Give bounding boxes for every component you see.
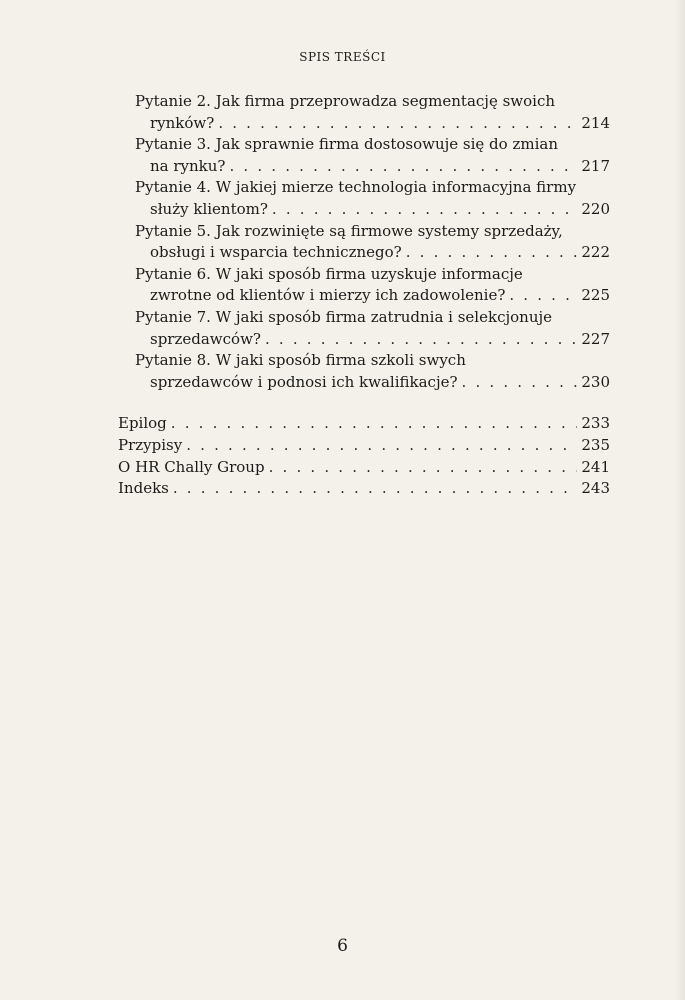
running-head: SPIS TREŚCI — [299, 50, 386, 64]
page-edge-shadow — [675, 0, 685, 1000]
toc-entry-continuation — [118, 199, 610, 221]
toc-page-number: 233 — [581, 414, 610, 433]
toc-entry-title: Przypisy — [118, 435, 183, 454]
toc-page-number: 214 — [581, 113, 610, 132]
toc-entry-row — [118, 413, 610, 435]
dot-leader — [462, 372, 578, 394]
toc-entry-row — [118, 478, 610, 500]
toc-entry-title-continued: obsługi i wsparcia technicznego? — [150, 243, 402, 262]
toc-entry-title-continued: sprzedawców? — [150, 329, 261, 348]
toc-entry-continuation — [118, 372, 610, 394]
toc-entry-hr-chally-group — [118, 457, 610, 479]
toc-page-number: 222 — [581, 243, 610, 262]
toc-entry-question-7 — [118, 307, 610, 350]
dot-leader — [406, 242, 578, 264]
toc-entry-question-4 — [118, 177, 610, 220]
toc-entry-title-continued: sprzedawców i podnosi ich kwalifikacje? — [150, 372, 458, 391]
dot-leader — [229, 156, 577, 178]
section-gap — [118, 393, 610, 413]
toc-page-number: 235 — [581, 435, 610, 454]
toc-entry-epilog — [118, 413, 610, 435]
toc-entry-continuation — [118, 113, 610, 135]
page-number: 6 — [337, 936, 348, 956]
toc-page-number: 225 — [581, 286, 610, 305]
toc-entry-title-continued: zwrotne od klientów i mierzy ich zadowolenie? — [150, 286, 506, 305]
dot-leader — [173, 478, 578, 500]
toc-entry-question-6 — [118, 264, 610, 307]
toc-page-number: 243 — [581, 479, 610, 498]
toc-entry-title: Epilog — [118, 414, 167, 433]
toc-entry-question-2 — [118, 91, 610, 134]
dot-leader — [186, 435, 577, 457]
dot-leader — [269, 457, 578, 479]
toc-entry-title-continued: na rynku? — [150, 156, 226, 175]
toc-page-number: 230 — [581, 372, 610, 391]
toc-entry-title: Pytanie 2. Jak firma przeprowadza segmentację swoich — [135, 92, 556, 110]
toc-entry-continuation — [118, 242, 610, 264]
toc-entry-title: Pytanie 6. W jaki sposób firma uzyskuje informacje — [135, 264, 523, 283]
toc-page-number: 220 — [581, 199, 610, 218]
toc-entry-title-continued: służy klientom? — [150, 199, 268, 218]
toc-entry-question-5 — [118, 221, 610, 264]
toc-entry-przypisy — [118, 435, 610, 457]
toc-page-number: 217 — [581, 156, 610, 175]
toc-entry-continuation — [118, 329, 610, 351]
toc-entry-title: Pytanie 5. Jak rozwinięte są firmowe systemy sprzedaży, — [135, 221, 563, 240]
dot-leader — [265, 329, 577, 351]
toc-entry-title: Pytanie 3. Jak sprawnie firma dostosowuje się do zmian — [135, 135, 558, 154]
toc-entry-question-3 — [118, 134, 610, 177]
toc-entry-row — [118, 457, 610, 479]
dot-leader — [171, 413, 578, 435]
toc-entry-title: Indeks — [118, 479, 169, 498]
toc-entry-title: Pytanie 8. W jaki sposób firma szkoli swych — [135, 351, 466, 370]
toc-entry-row — [118, 435, 610, 457]
toc-entry-question-8 — [118, 350, 610, 393]
toc-page-number: 241 — [581, 457, 610, 476]
toc-entry-indeks — [118, 478, 610, 500]
table-of-contents — [118, 91, 610, 500]
toc-entry-continuation — [118, 156, 610, 178]
toc-page-number: 227 — [581, 329, 610, 348]
toc-entry-title: Pytanie 7. W jaki sposób firma zatrudnia i selekcjonuje — [135, 307, 553, 326]
toc-entry-title-continued: rynków? — [150, 113, 215, 132]
toc-entry-continuation — [118, 285, 610, 307]
dot-leader — [218, 113, 577, 135]
dot-leader — [509, 285, 577, 307]
toc-entry-title: O HR Chally Group — [118, 457, 265, 476]
dot-leader — [272, 199, 577, 221]
toc-entry-title: Pytanie 4. W jakiej mierze technologia informacyjna firmy — [135, 178, 577, 197]
